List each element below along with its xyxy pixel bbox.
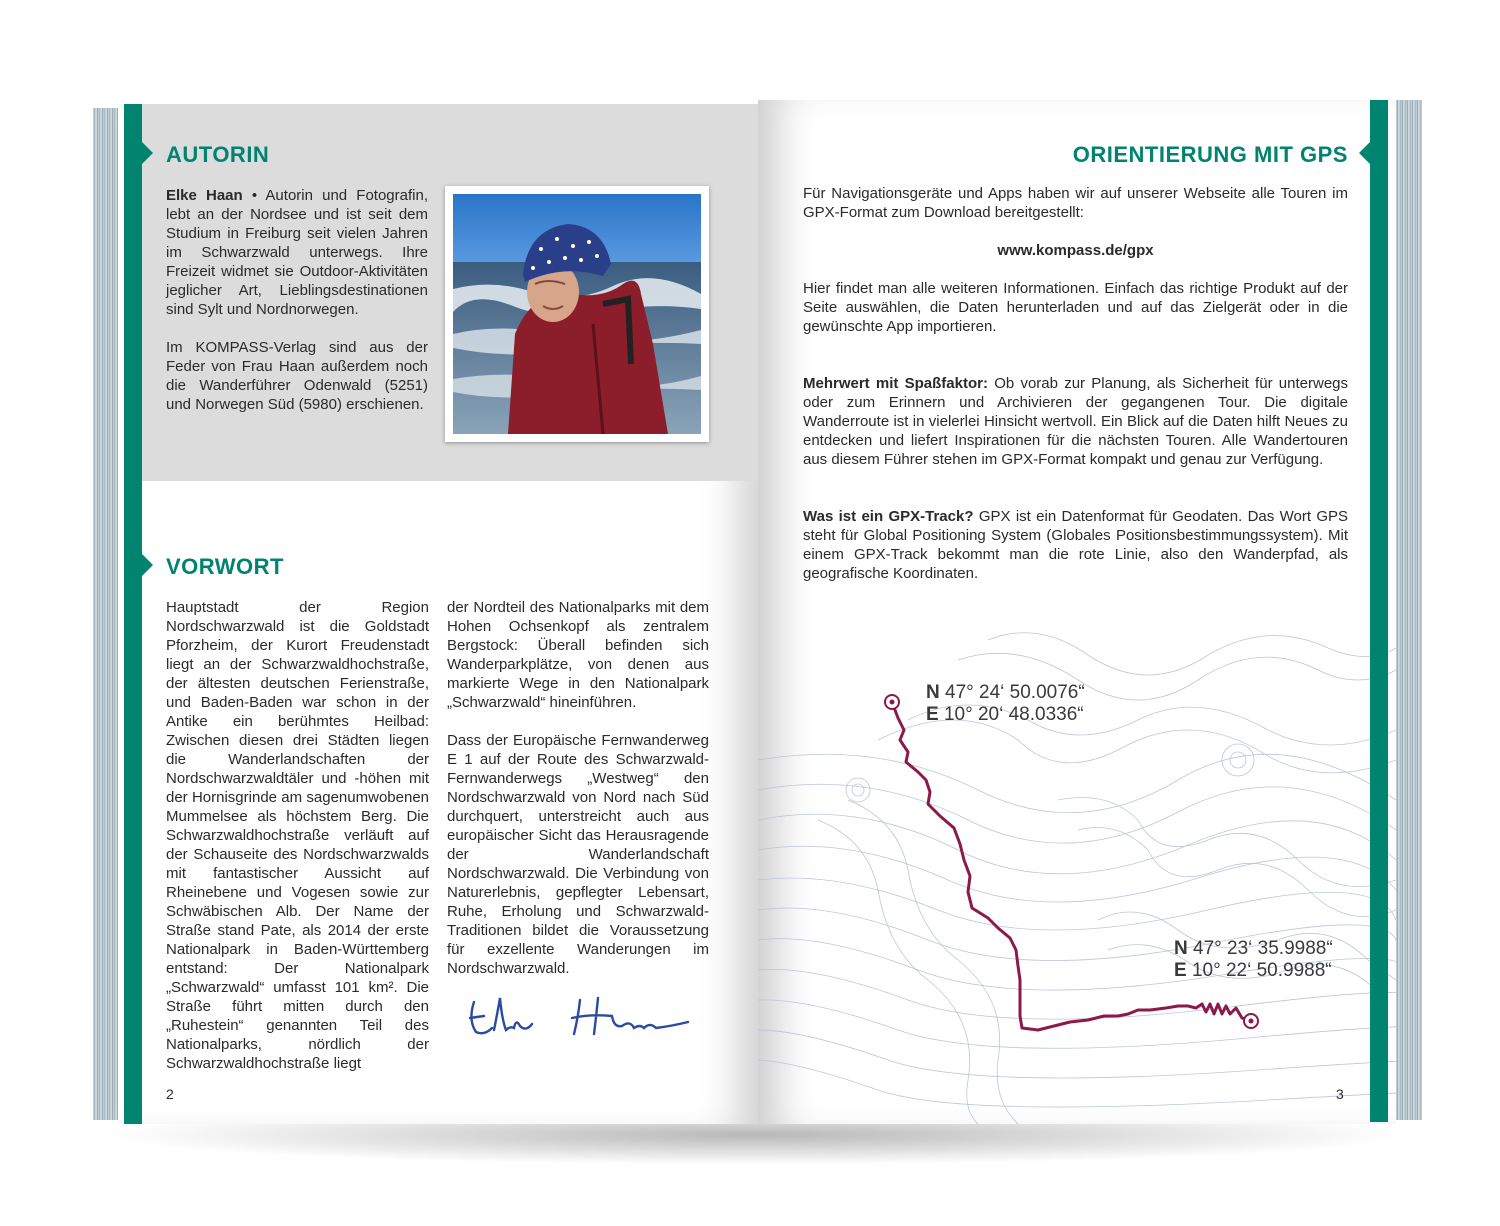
end-n-label: N bbox=[1174, 938, 1188, 959]
page-edges-right bbox=[1392, 100, 1422, 1120]
gpx-track-label: Was ist ein GPX-Track? bbox=[803, 508, 974, 525]
gpx-url[interactable]: www.kompass.de/gpx bbox=[997, 242, 1154, 259]
gpx-track-text: GPX ist ein Datenformat für Geodaten. Das Wort GPS steht für Global Positioning System (Globales Positionsbestimmungssystem). Mit einem GPX-Track bekommt man die rote Linie, also den Wanderpfad, als geografische Koordinaten. bbox=[803, 508, 1349, 582]
vorwort-col2-paragraph-1: der Nordteil des Nationalparks mit dem Hohen Ochsenkopf als zentralem Bergstock: Überall befinden sich Wanderparkplätze, von denen aus markierte Wege in den Nationalpark „Schwarzwald“ hineinführen. bbox=[447, 599, 709, 711]
author-portrait-image bbox=[453, 194, 701, 434]
author-signature bbox=[462, 990, 702, 1040]
end-e-label: E bbox=[1174, 960, 1187, 981]
author-bio-text: • Autorin und Fotografin, lebt an der Nordsee und ist seit dem Studium in Freiburg seit vielen Jahren im Schwarzwald unterwegs. Ihre Freizeit widmet sie Outdoor-Aktivitäten jeglicher Art, Lieblingsdestinationen sind Sylt und Nordnorwegen. bbox=[166, 187, 428, 318]
author-photo bbox=[445, 186, 709, 442]
heading-marker-vorwort bbox=[142, 554, 153, 576]
author-bio-books: Im KOMPASS-Verlag sind aus der Feder von Frau Haan außerdem noch die Wanderführer Odenwald (5251) und Norwegen Süd (5980) erschienen. bbox=[166, 339, 428, 413]
page-number-right: 3 bbox=[1336, 1086, 1344, 1102]
end-longitude: 10° 22‘ 50.9988“ bbox=[1191, 960, 1332, 981]
gps-heading: ORIENTIERUNG MIT GPS bbox=[1072, 142, 1348, 167]
gps-text bbox=[803, 184, 1348, 602]
vorwort-column-1: Hauptstadt der Region Nordschwarzwald ist die Goldstadt Pforzheim, der Kurort Freudenstadt liegt an der Schwarzwaldhochstraße, der ältesten deutschen Ferienstraße, und Baden-Baden war schon in der Antike ein berühmtes Heilbad: Zwischen diesen drei Städten liegen die Wanderlandschaften der Nordschwarzwaldtäler und -höhen mit der Hornisgrinde am sagenumwobenen Mummelsee als höchstem Berg. Die Schwarzwaldhochstraße verläuft auf der Schauseite des Nordschwarzwalds mit fantastischer Aussicht auf Rheinebene und Vogesen sowie zur Schwäbischen Alb. Der Name der Straße stand Pate, als 2014 der erste Nationalpark in Baden-Württemberg entstand: Der Nationalpark „Schwarzwald“ umfasst 101 km². Die Straße führt mitten durch den „Ruhestein“ genannten Teil des Nationalparks, nördlich der Schwarzwaldhochstraße liegt bbox=[166, 599, 429, 1072]
start-longitude: 10° 20‘ 48.0336“ bbox=[943, 704, 1084, 725]
start-coordinates bbox=[926, 682, 1085, 726]
autorin-heading: AUTORIN bbox=[166, 142, 270, 167]
start-e-label: E bbox=[926, 704, 939, 725]
heading-marker-gps bbox=[1359, 142, 1370, 164]
mehrwert-text: Ob vorab zur Planung, als Sicherheit für unterwegs oder zum Erinnern und Archivieren der gegangenen Tour. Die digitale Wanderroute ist in vielerlei Hinsicht wertvoll. Ein Blick auf die Daten hilft Neues zu entdecken und liefert Inspirationen für die nächsten Touren. Alle Wandertouren aus diesem Führer stehen im GPX-Format kompakt und genau zur Verfügung. bbox=[803, 375, 1348, 468]
gps-download-info: Hier findet man alle weiteren Informationen. Einfach das richtige Produkt auf der Seite auswählen, die Daten herunterladen und auf das Zielgerät oder in die gewünschte App importieren. bbox=[803, 280, 1348, 335]
start-n-label: N bbox=[926, 682, 940, 703]
end-coordinates bbox=[1174, 938, 1333, 982]
page-number-left: 2 bbox=[166, 1086, 174, 1102]
track-end-marker bbox=[1244, 1014, 1258, 1028]
start-latitude: 47° 24‘ 50.0076“ bbox=[945, 682, 1085, 703]
mehrwert-label: Mehrwert mit Spaßfaktor: bbox=[803, 375, 988, 392]
vorwort-col2-paragraph-2: Dass der Europäische Fernwanderweg E 1 auf der Route des Schwarzwald-Fernwanderwegs „Westweg“ den Nordschwarzwald von Nord nach Süd durchquert, unterstreicht auch aus europäischer Sicht das Herausragende der Wanderlandschaft Nordschwarzwald. Die Verbindung von Naturerlebnis, gepflegter Lebensart, Ruhe, Erholung und Schwarzwald-Traditionen bildet die Voraussetzung für exzellente Wanderungen im Nordschwarzwald. bbox=[447, 732, 709, 977]
track-start-marker bbox=[885, 695, 899, 709]
end-latitude: 47° 23‘ 35.9988“ bbox=[1193, 938, 1333, 959]
vorwort-heading: VORWORT bbox=[166, 554, 284, 579]
left-teal-band bbox=[124, 104, 142, 1124]
author-bio bbox=[166, 186, 428, 433]
vorwort-column-2 bbox=[447, 598, 709, 997]
author-name: Elke Haan bbox=[166, 187, 243, 204]
right-teal-band bbox=[1370, 100, 1388, 1122]
page-edges-left bbox=[93, 108, 119, 1120]
heading-marker-autorin bbox=[142, 142, 153, 164]
gps-intro: Für Navigationsgeräte und Apps haben wir auf unserer Webseite alle Touren im GPX-Format zum Download bereitgestellt: bbox=[803, 185, 1348, 221]
